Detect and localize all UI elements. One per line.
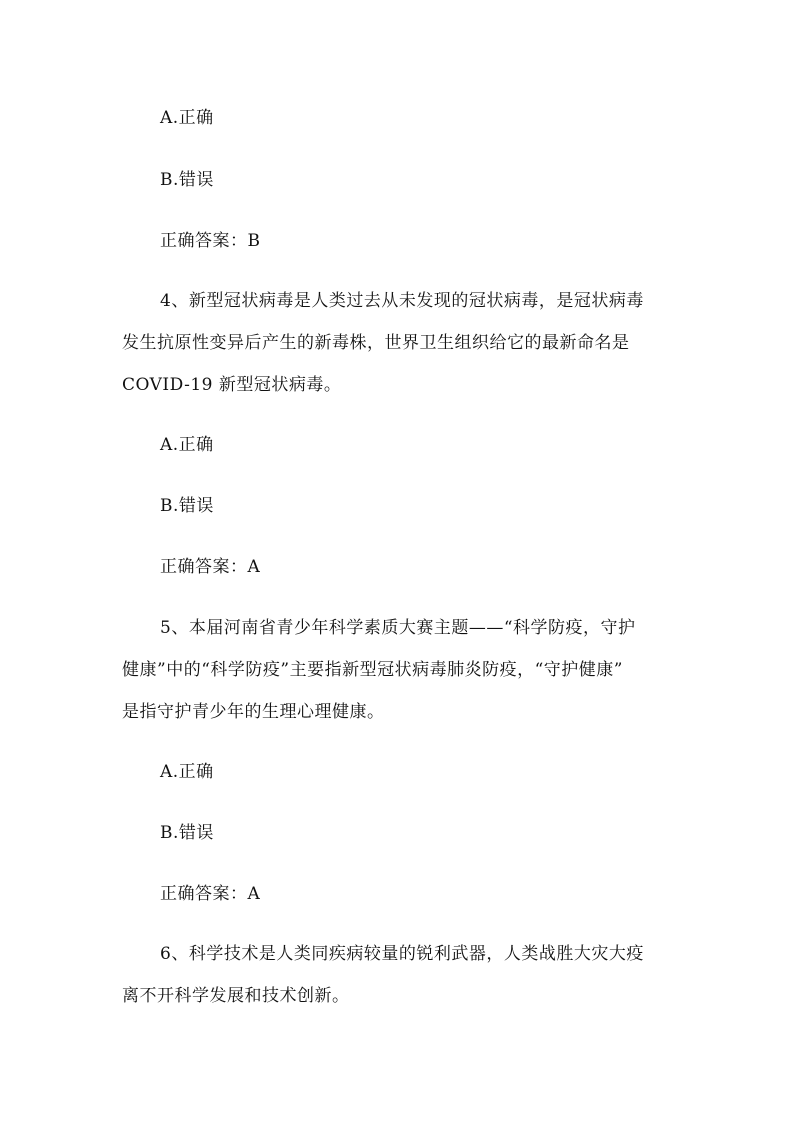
option-a: A.正确 — [160, 435, 214, 455]
option-b: B.错误 — [160, 823, 214, 843]
option-b: B.错误 — [160, 170, 214, 190]
question-5-line-3: 是指守护青少年的生理心理健康。 — [122, 702, 385, 722]
question-5-line-1: 5、本届河南省青少年科学素质大赛主题——“科学防疫，守护 — [160, 618, 636, 638]
question-6-line-1: 6、科学技术是人类同疾病较量的锐利武器，人类战胜大灾大疫 — [160, 944, 644, 964]
correct-answer: 正确答案：A — [160, 557, 261, 577]
option-a: A.正确 — [160, 762, 214, 782]
correct-answer: 正确答案：B — [160, 231, 261, 251]
correct-answer: 正确答案：A — [160, 884, 261, 904]
option-b: B.错误 — [160, 496, 214, 516]
question-4-line-2: 发生抗原性变异后产生的新毒株，世界卫生组织给它的最新命名是 — [122, 333, 630, 353]
question-4-line-1: 4、新型冠状病毒是人类过去从未发现的冠状病毒，是冠状病毒 — [160, 291, 644, 311]
question-6-line-2: 离不开科学发展和技术创新。 — [122, 986, 350, 1006]
question-4-line-3: COVID-19 新型冠状病毒。 — [122, 375, 342, 395]
option-a: A.正确 — [160, 108, 214, 128]
question-5-line-2: 健康”中的“科学防疫”主要指新型冠状病毒肺炎防疫，“守护健康” — [122, 660, 623, 680]
